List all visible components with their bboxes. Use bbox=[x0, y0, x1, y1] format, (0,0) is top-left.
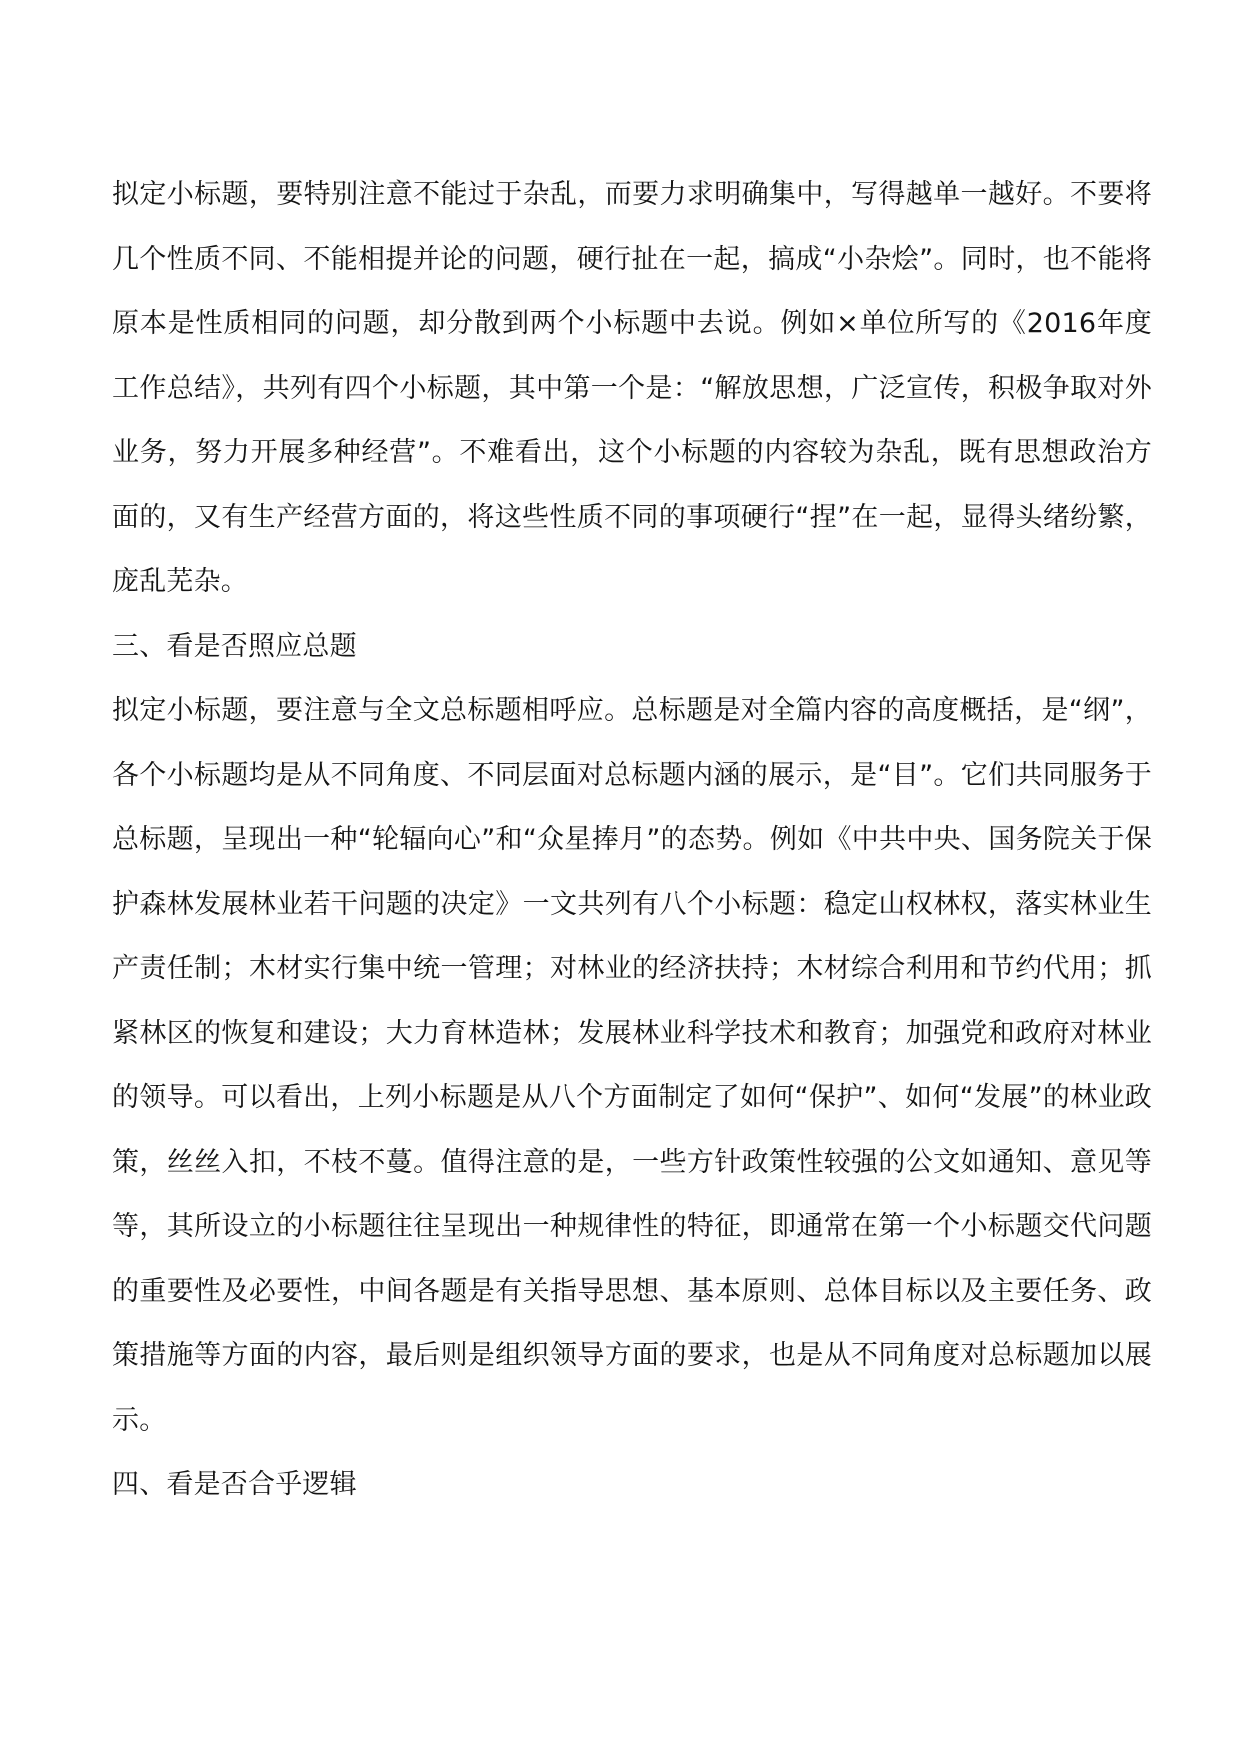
document-body bbox=[112, 163, 1152, 1518]
paragraph-sub-title-focus: 拟定小标题，要特别注意不能过于杂乱，而要力求明确集中，写得越单一越好。不要将几个性质不同、不能相提并论的问题，硬行扯在一起，搞成“小杂烩”。同时，也不能将原本是性质相同的问题，却分散到两个小标题中去说。例如×单位所写的《2016年度工作总结》，共列有四个小标题，其中第一个是：“解放思想，广泛宣传，积极争取对外业务，努力开展多种经营”。不难看出，这个小标题的内容较为杂乱，既有思想政治方面的，又有生产经营方面的，将这些性质不同的事项硬行“捏”在一起，显得头绪纷繁，庞乱芜杂。 bbox=[112, 179, 1152, 597]
section-heading-3: 三、看是否照应总题 bbox=[112, 630, 357, 662]
paragraph-echo-main-title: 拟定小标题，要注意与全文总标题相呼应。总标题是对全篇内容的高度概括，是“纲”，各个小标题均是从不同角度、不同层面对总标题内涵的展示，是“目”。它们共同服务于总标题，呈现出一种“轮辐向心”和“众星捧月”的态势。例如《中共中央、国务院关于保护森林发展林业若干问题的决定》一文共列有八个小标题：稳定山权林权，落实林业生产责任制；木材实行集中统一管理；对林业的经济扶持；木材综合利用和节约代用；抓紧林区的恢复和建设；大力育林造林；发展林业科学技术和教育；加强党和政府对林业的领导。可以看出，上列小标题是从八个方面制定了如何“保护”、如何“发展”的林业政策，丝丝入扣，不枝不蔓。值得注意的是，一些方针政策性较强的公文如通知、意见等等，其所设立的小标题往往呈现出一种规律性的特征，即通常在第一个小标题交代问题的重要性及必要性，中间各题是有关指导思想、基本原则、总体目标以及主要任务、政策措施等方面的内容，最后则是组织领导方面的要求，也是从不同角度对总标题加以展示。 bbox=[112, 695, 1152, 1436]
section-heading-4: 四、看是否合乎逻辑 bbox=[112, 1469, 357, 1500]
